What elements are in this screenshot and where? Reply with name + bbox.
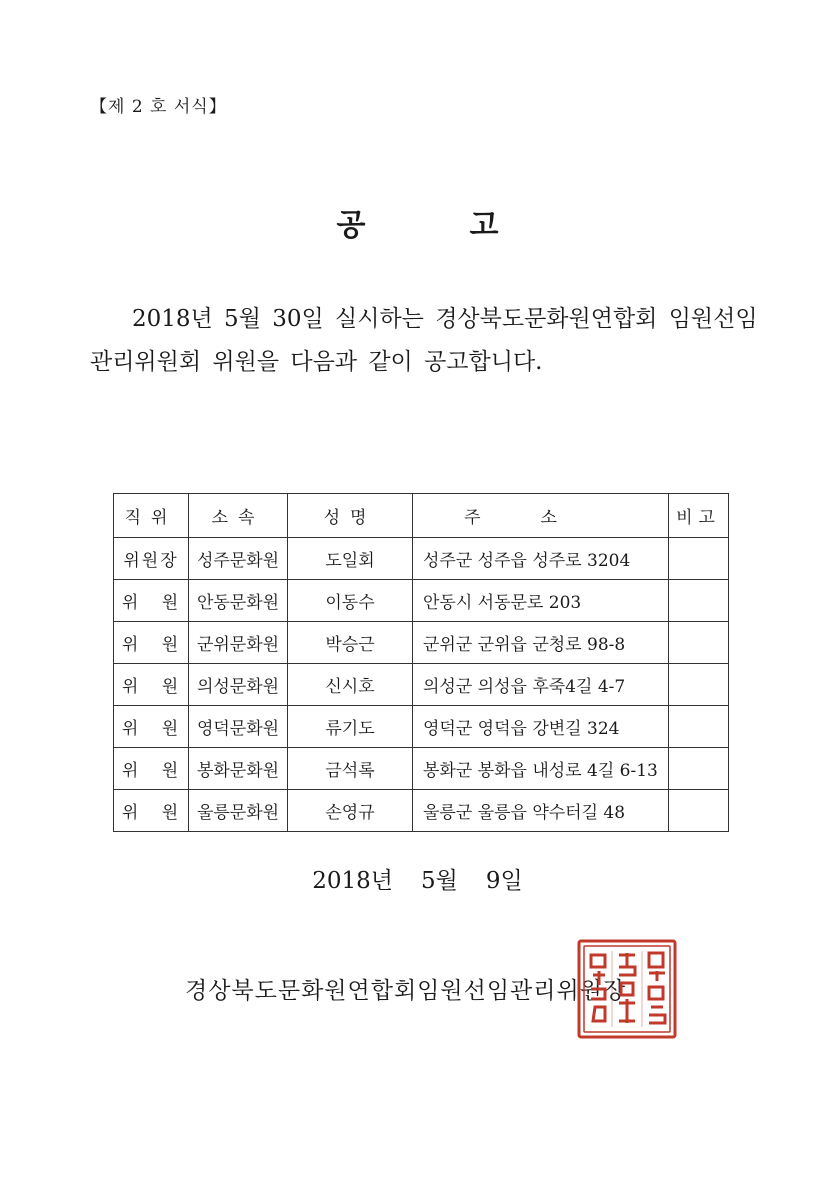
cell-name: 이동수: [288, 580, 413, 622]
header-position: 직위: [114, 494, 189, 538]
cell-note: [669, 664, 729, 706]
cell-address: 성주군 성주읍 성주로 3204: [413, 538, 669, 580]
title-char-1: 공: [336, 208, 366, 243]
cell-position: 위 원: [114, 622, 189, 664]
notice-line-2: 관리위원회 위원을 다음과 같이 공고합니다.: [90, 349, 543, 375]
cell-position: 위원장: [114, 538, 189, 580]
title-char-2: 고: [469, 208, 499, 243]
cell-position: 위 원: [114, 790, 189, 832]
table-row: [114, 790, 729, 832]
cell-address: 군위군 군위읍 군청로 98-8: [413, 622, 669, 664]
cell-affiliation: 봉화문화원: [189, 748, 288, 790]
cell-note: [669, 538, 729, 580]
cell-note: [669, 748, 729, 790]
cell-position: 위 원: [114, 580, 189, 622]
cell-name: 손영규: [288, 790, 413, 832]
notice-paragraph: [90, 298, 780, 384]
date-day: 9일: [485, 868, 523, 894]
cell-name: 금석록: [288, 748, 413, 790]
cell-address: 영덕군 영덕읍 강변길 324: [413, 706, 669, 748]
cell-affiliation: 영덕문화원: [189, 706, 288, 748]
header-note: 비고: [669, 494, 729, 538]
official-seal-icon: [575, 937, 679, 1041]
table-row: [114, 538, 729, 580]
cell-name: 도일회: [288, 538, 413, 580]
cell-note: [669, 580, 729, 622]
table-row: [114, 580, 729, 622]
cell-affiliation: 성주문화원: [189, 538, 288, 580]
header-affiliation: 소속: [189, 494, 288, 538]
cell-affiliation: 군위문화원: [189, 622, 288, 664]
cell-affiliation: 의성문화원: [189, 664, 288, 706]
cell-address: 봉화군 봉화읍 내성로 4길 6-13: [413, 748, 669, 790]
issuer-name: 경상북도문화원연합회임원선임관리위원장: [185, 978, 627, 1004]
table-row: [114, 706, 729, 748]
committee-table: [113, 493, 729, 832]
header-name: 성명: [288, 494, 413, 538]
cell-affiliation: 안동문화원: [189, 580, 288, 622]
cell-note: [669, 706, 729, 748]
table-row: [114, 748, 729, 790]
cell-address: 안동시 서동문로 203: [413, 580, 669, 622]
date-year: 2018년: [312, 868, 394, 894]
cell-name: 류기도: [288, 706, 413, 748]
table-row: [114, 664, 729, 706]
notice-date: [0, 862, 835, 895]
cell-note: [669, 622, 729, 664]
cell-position: 위 원: [114, 664, 189, 706]
notice-line-1: 2018년 5월 30일 실시하는 경상북도문화원연합회 임원선임: [132, 306, 758, 332]
cell-affiliation: 울릉문화원: [189, 790, 288, 832]
table-header-row: [114, 494, 729, 538]
cell-name: 신시호: [288, 664, 413, 706]
page-title: [0, 200, 835, 244]
cell-note: [669, 790, 729, 832]
header-address: 주소: [413, 494, 669, 538]
cell-address: 의성군 의성읍 후죽4길 4-7: [413, 664, 669, 706]
cell-position: 위 원: [114, 748, 189, 790]
cell-position: 위 원: [114, 706, 189, 748]
cell-address: 울릉군 울릉읍 약수터길 48: [413, 790, 669, 832]
table-row: [114, 622, 729, 664]
cell-name: 박승근: [288, 622, 413, 664]
form-label: 【제 2 호 서식】: [90, 97, 227, 117]
date-month: 5월: [421, 868, 458, 894]
